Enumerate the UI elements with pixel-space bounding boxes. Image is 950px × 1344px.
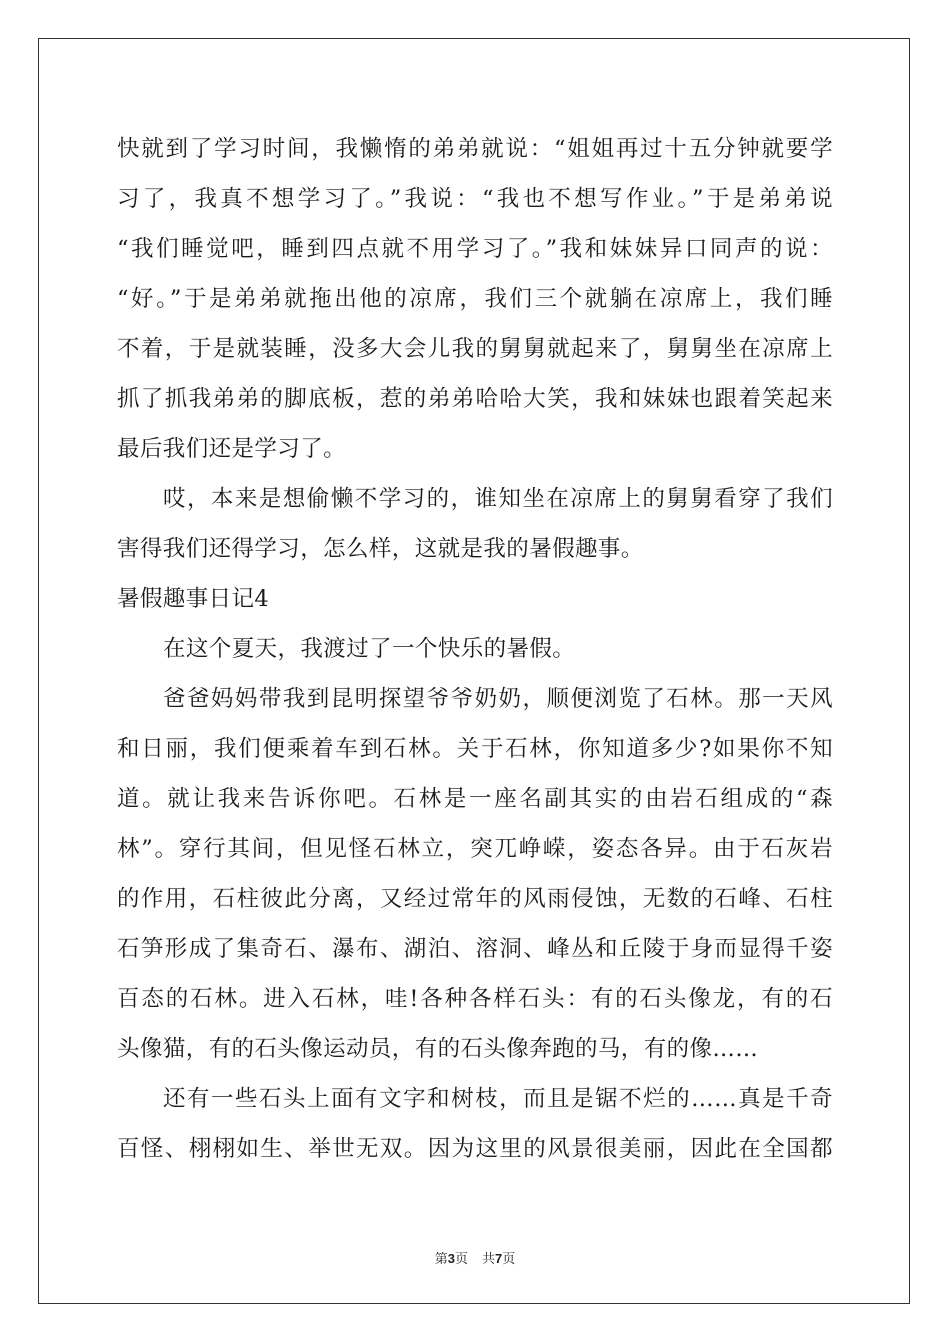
footer-page-suffix: 页 <box>454 1252 468 1267</box>
text-line: 不着，于是就装睡，没多大会儿我的舅舅就起来了，舅舅坐在凉席上 <box>117 336 833 362</box>
text-line: 快就到了学习时间，我懒惰的弟弟就说：“姐姐再过十五分钟就要学 <box>117 136 833 162</box>
paragraph-start-line: 爸爸妈妈带我到昆明探望爷爷奶奶，顺便浏览了石林。那一天风 <box>163 686 833 712</box>
text-line: 习了，我真不想学习了。”我说：“我也不想写作业。”于是弟弟说 <box>117 186 833 212</box>
text-line: 抓了抓我弟弟的脚底板，惹的弟弟哈哈大笑，我和妹妹也跟着笑起来 <box>117 386 833 412</box>
text-line: 百态的石林。进入石林，哇!各种各样石头：有的石头像龙，有的石 <box>117 986 833 1012</box>
page-footer <box>0 1248 950 1267</box>
document-body <box>117 124 833 1174</box>
text-line: 百怪、栩栩如生、举世无双。因为这里的风景很美丽，因此在全国都 <box>117 1136 833 1162</box>
footer-prefix: 第 <box>434 1252 448 1267</box>
text-line: 石笋形成了集奇石、瀑布、湖泊、溶洞、峰丛和丘陵于身而显得千姿 <box>117 936 833 962</box>
paragraph-start-line: 在这个夏天，我渡过了一个快乐的暑假。 <box>163 636 576 662</box>
text-line: 和日丽，我们便乘着车到石林。关于石林，你知道多少?如果你不知 <box>117 736 833 762</box>
total-page-count: 7 <box>495 1251 503 1266</box>
text-line: 最后我们还是学习了。 <box>117 436 347 462</box>
text-line: “我们睡觉吧，睡到四点就不用学习了。”我和妹妹异口同声的说： <box>117 236 833 262</box>
section-heading: 暑假趣事日记4 <box>117 586 270 612</box>
text-line: 道。就让我来告诉你吧。石林是一座名副其实的由岩石组成的“森 <box>117 786 833 812</box>
text-line: 的作用，石柱彼此分离，又经过常年的风雨侵蚀，无数的石峰、石柱 <box>117 886 833 912</box>
text-line: 害得我们还得学习，怎么样，这就是我的暑假趣事。 <box>117 536 644 562</box>
footer-total-prefix: 共 <box>482 1252 496 1267</box>
text-line: 林”。穿行其间，但见怪石林立，突兀峥嵘，姿态各异。由于石灰岩 <box>117 836 833 862</box>
paragraph-start-line: 还有一些石头上面有文字和树枝，而且是锯不烂的……真是千奇 <box>163 1086 833 1112</box>
paragraph-start-line: 哎，本来是想偷懒不学习的，谁知坐在凉席上的舅舅看穿了我们 <box>163 486 833 512</box>
text-line: 头像猫，有的石头像运动员，有的石头像奔跑的马，有的像…… <box>117 1036 759 1062</box>
footer-total-suffix: 页 <box>502 1252 516 1267</box>
current-page-number: 3 <box>447 1251 455 1266</box>
text-line: “好。”于是弟弟就拖出他的凉席，我们三个就躺在凉席上，我们睡 <box>117 286 833 312</box>
